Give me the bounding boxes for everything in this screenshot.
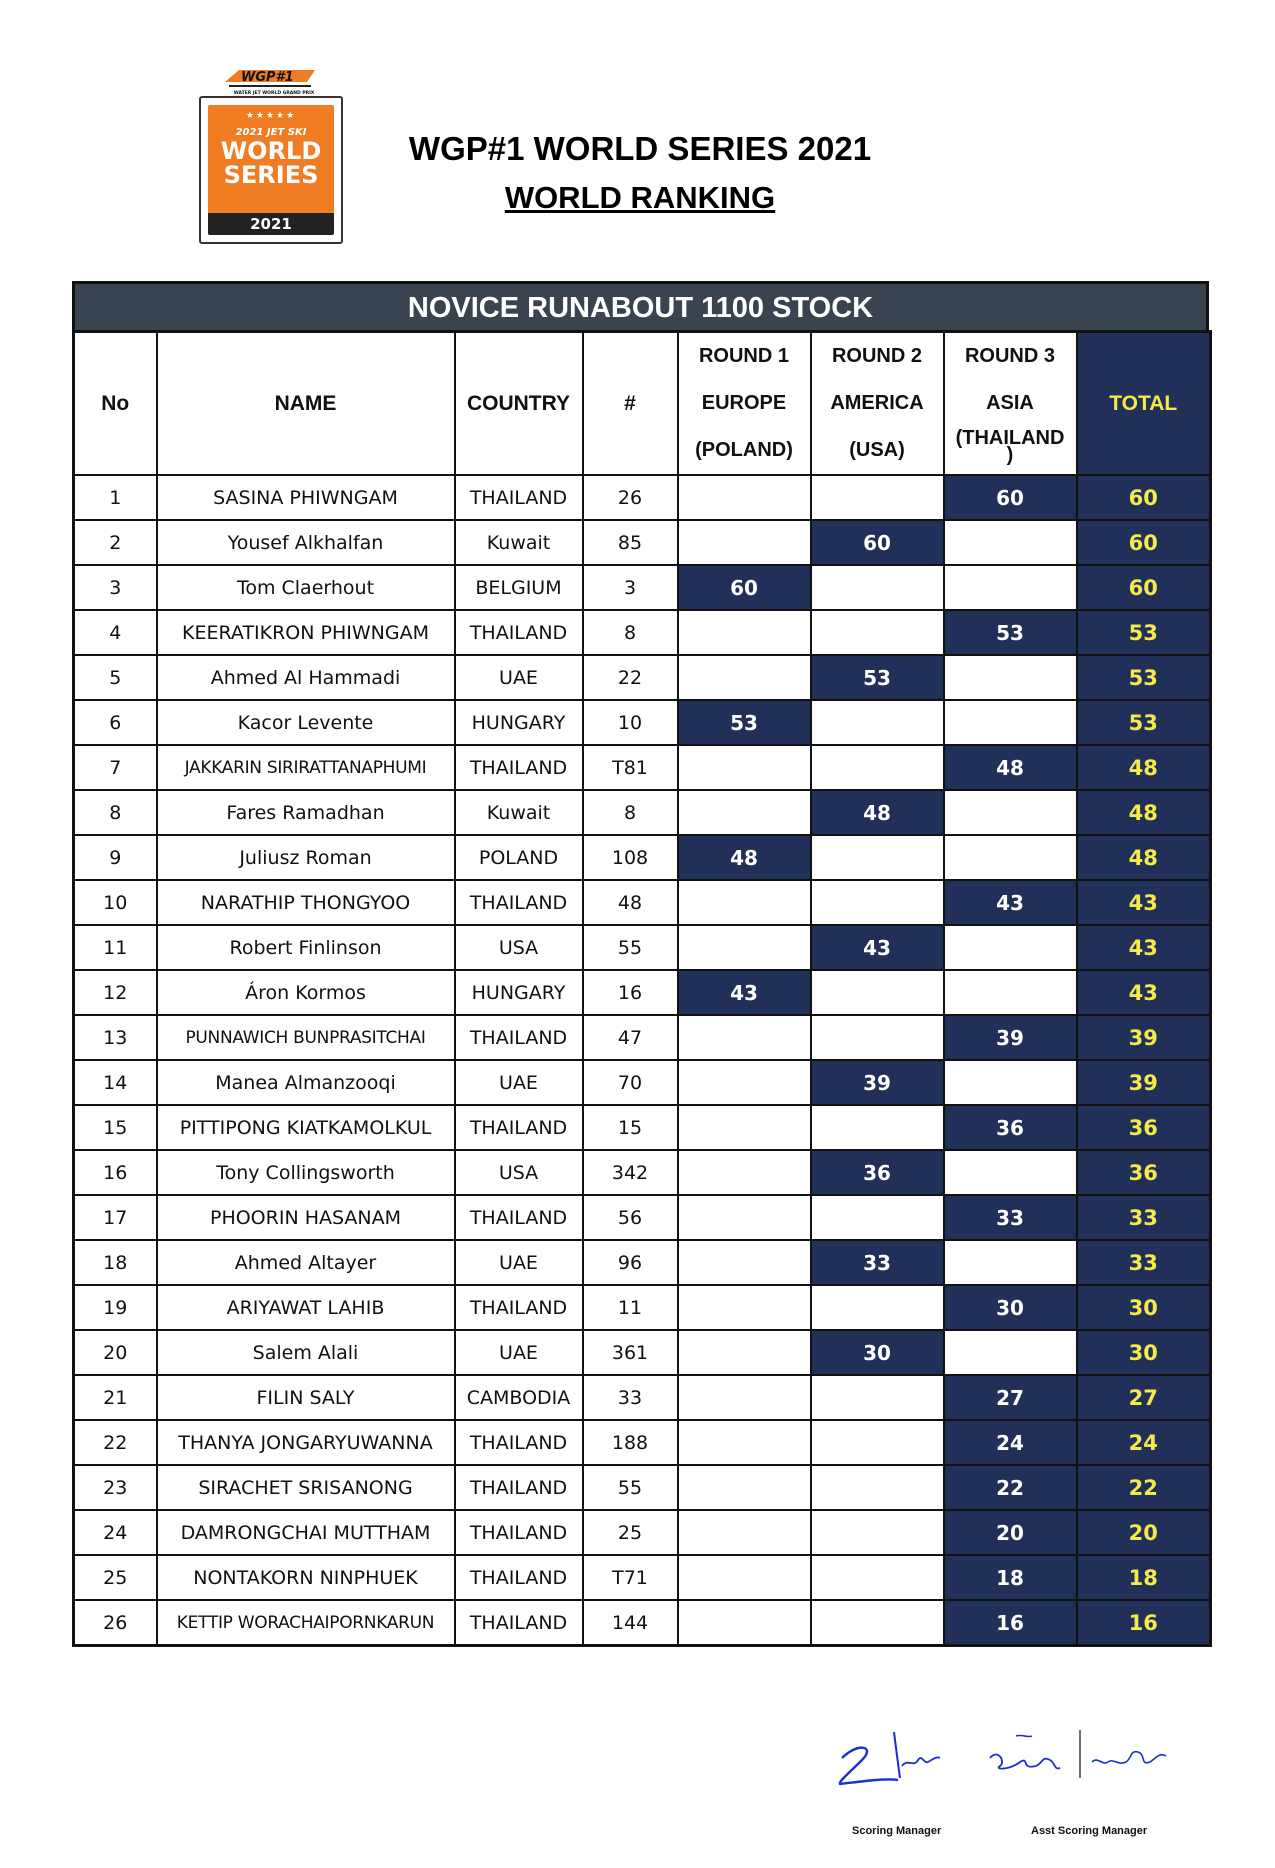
cell-total: 60 [1077,475,1211,520]
cell-no: 21 [74,1375,157,1420]
ranking-table [72,330,1212,1647]
table-row [74,1600,1211,1646]
round3-region: ASIA [986,392,1034,414]
cell-round1 [678,745,811,790]
cell-country: THAILAND [455,1420,583,1465]
cell-total: 27 [1077,1375,1211,1420]
cell-name: SIRACHET SRISANONG [157,1465,455,1510]
cell-round1 [678,1420,811,1465]
scoring-manager-label: Scoring Manager [852,1825,942,1837]
cell-no: 10 [74,880,157,925]
cell-round2 [811,970,944,1015]
cell-round2: 60 [811,520,944,565]
cell-round1 [678,1195,811,1240]
cell-round2: 48 [811,790,944,835]
cell-no: 18 [74,1240,157,1285]
cell-round3 [944,1330,1077,1375]
cell-total: 48 [1077,745,1211,790]
cell-no: 2 [74,520,157,565]
table-row [74,1465,1211,1510]
cell-country: THAILAND [455,610,583,655]
table-row [74,1330,1211,1375]
cell-no: 24 [74,1510,157,1555]
cell-round2 [811,745,944,790]
cell-round2 [811,1375,944,1420]
cell-total: 48 [1077,835,1211,880]
cell-country: THAILAND [455,1015,583,1060]
cell-total: 43 [1077,970,1211,1015]
round1-venue: (POLAND) [695,439,793,461]
ranking-table-wrap [72,281,1209,1647]
cell-round3 [944,1150,1077,1195]
cell-country: THAILAND [455,475,583,520]
asst-scoring-manager-signature [980,1722,1180,1792]
cell-no: 13 [74,1015,157,1060]
cell-round3: 43 [944,880,1077,925]
cell-round3: 48 [944,745,1077,790]
cell-name: FILIN SALY [157,1375,455,1420]
class-banner: NOVICE RUNABOUT 1100 STOCK [72,281,1209,330]
page-title: WGP#1 WORLD SERIES 2021 [408,130,872,167]
cell-name: KEERATIKRON PHIWNGAM [157,610,455,655]
cell-number: 3 [583,565,678,610]
cell-number: 33 [583,1375,678,1420]
cell-round2 [811,1285,944,1330]
asst-scoring-manager-label: Asst Scoring Manager [1031,1825,1148,1837]
cell-round3: 27 [944,1375,1077,1420]
cell-number: T71 [583,1555,678,1600]
cell-number: 55 [583,1465,678,1510]
cell-country: THAILAND [455,1195,583,1240]
cell-round1 [678,1240,811,1285]
col-header-country: COUNTRY [455,332,583,476]
cell-country: THAILAND [455,1465,583,1510]
cell-number: 15 [583,1105,678,1150]
cell-round2: 30 [811,1330,944,1375]
cell-round3: 39 [944,1015,1077,1060]
cell-name: NONTAKORN NINPHUEK [157,1555,455,1600]
cell-round3 [944,1060,1077,1105]
cell-name: Juliusz Roman [157,835,455,880]
cell-round2 [811,610,944,655]
cell-round2 [811,1420,944,1465]
cell-round2: 33 [811,1240,944,1285]
cell-name: PUNNAWICH BUNPRASITCHAI [157,1015,455,1060]
cell-country: THAILAND [455,1555,583,1600]
cell-round2: 36 [811,1150,944,1195]
cell-no: 16 [74,1150,157,1195]
cell-country: Kuwait [455,790,583,835]
cell-no: 12 [74,970,157,1015]
cell-total: 16 [1077,1600,1211,1646]
cell-name: Ahmed Al Hammadi [157,655,455,700]
cell-country: UAE [455,1330,583,1375]
round3-venue-wrap: ) [1006,444,1014,466]
page-subtitle-text: WORLD RANKING [504,180,776,215]
cell-country: POLAND [455,835,583,880]
cell-round3 [944,835,1077,880]
logo-world-text: WORLD [220,137,322,165]
cell-total: 53 [1077,610,1211,655]
round3-label: ROUND 3 [964,345,1055,367]
cell-number: 16 [583,970,678,1015]
cell-round3 [944,790,1077,835]
col-header-round3 [944,332,1077,476]
cell-total: 39 [1077,1060,1211,1105]
cell-round2 [811,1015,944,1060]
table-row [74,475,1211,520]
cell-round2 [811,1465,944,1510]
cell-round2 [811,475,944,520]
cell-round1 [678,520,811,565]
cell-round3: 60 [944,475,1077,520]
cell-total: 43 [1077,880,1211,925]
cell-round1 [678,1465,811,1510]
table-row [74,565,1211,610]
table-row [74,1195,1211,1240]
cell-name: Kacor Levente [157,700,455,745]
cell-number: 25 [583,1510,678,1555]
cell-round3: 16 [944,1600,1077,1646]
cell-round3: 24 [944,1420,1077,1465]
cell-country: BELGIUM [455,565,583,610]
table-row [74,925,1211,970]
cell-round3: 18 [944,1555,1077,1600]
cell-round2 [811,1555,944,1600]
cell-no: 8 [74,790,157,835]
cell-no: 5 [74,655,157,700]
table-row [74,1105,1211,1150]
logo-small-text: 2021 JET SKI [235,127,307,138]
round3-venue: (THAILAND [955,427,1065,449]
cell-number: 70 [583,1060,678,1105]
table-row [74,835,1211,880]
cell-total: 53 [1077,700,1211,745]
cell-name: Áron Kormos [157,970,455,1015]
cell-round3 [944,520,1077,565]
cell-name: Yousef Alkhalfan [157,520,455,565]
cell-name: Tom Claerhout [157,565,455,610]
cell-number: 144 [583,1600,678,1646]
table-row [74,655,1211,700]
round1-region: EUROPE [701,392,787,414]
cell-country: UAE [455,655,583,700]
cell-total: 43 [1077,925,1211,970]
cell-round2: 39 [811,1060,944,1105]
table-row [74,745,1211,790]
cell-no: 4 [74,610,157,655]
table-row [74,1555,1211,1600]
cell-round3 [944,970,1077,1015]
cell-number: 22 [583,655,678,700]
table-header-row [74,332,1211,476]
cell-number: 26 [583,475,678,520]
cell-round3 [944,655,1077,700]
col-header-round1 [678,332,811,476]
cell-round3: 30 [944,1285,1077,1330]
cell-number: T81 [583,745,678,790]
cell-round1: 60 [678,565,811,610]
cell-total: 39 [1077,1015,1211,1060]
cell-total: 30 [1077,1285,1211,1330]
table-row [74,610,1211,655]
col-header-round2 [811,332,944,476]
cell-no: 17 [74,1195,157,1240]
round2-label: ROUND 2 [831,345,922,367]
cell-name: PITTIPONG KIATKAMOLKUL [157,1105,455,1150]
cell-country: USA [455,1150,583,1195]
cell-round2 [811,1105,944,1150]
cell-total: 18 [1077,1555,1211,1600]
cell-round1: 53 [678,700,811,745]
cell-round2 [811,1600,944,1646]
cell-number: 48 [583,880,678,925]
cell-round1 [678,610,811,655]
cell-country: CAMBODIA [455,1375,583,1420]
cell-number: 342 [583,1150,678,1195]
cell-name: PHOORIN HASANAM [157,1195,455,1240]
cell-no: 19 [74,1285,157,1330]
table-row [74,880,1211,925]
cell-number: 8 [583,610,678,655]
cell-round2 [811,1510,944,1555]
cell-name: DAMRONGCHAI MUTTHAM [157,1510,455,1555]
cell-total: 60 [1077,565,1211,610]
cell-no: 23 [74,1465,157,1510]
cell-round2: 43 [811,925,944,970]
cell-name: JAKKARIN SIRIRATTANAPHUMI [157,745,455,790]
cell-total: 33 [1077,1195,1211,1240]
cell-number: 85 [583,520,678,565]
cell-number: 96 [583,1240,678,1285]
cell-no: 26 [74,1600,157,1646]
cell-country: THAILAND [455,1600,583,1646]
round1-label: ROUND 1 [698,345,789,367]
cell-no: 11 [74,925,157,970]
cell-round3: 22 [944,1465,1077,1510]
cell-country: Kuwait [455,520,583,565]
cell-country: THAILAND [455,1285,583,1330]
cell-name: Manea Almanzooqi [157,1060,455,1105]
cell-country: THAILAND [455,745,583,790]
cell-total: 53 [1077,655,1211,700]
cell-round1: 48 [678,835,811,880]
table-row [74,1015,1211,1060]
table-row [74,700,1211,745]
col-header-no: No [74,332,157,476]
cell-no: 15 [74,1105,157,1150]
cell-round3 [944,700,1077,745]
table-row [74,1375,1211,1420]
cell-no: 3 [74,565,157,610]
cell-number: 8 [583,790,678,835]
event-logo [199,60,347,246]
table-row [74,1510,1211,1555]
scoring-manager-signature [828,1720,958,1800]
logo-tagline: WATER JET WORLD GRAND PRIX [233,91,315,96]
cell-round1 [678,790,811,835]
cell-no: 1 [74,475,157,520]
cell-country: THAILAND [455,880,583,925]
cell-number: 10 [583,700,678,745]
cell-number: 11 [583,1285,678,1330]
cell-total: 30 [1077,1330,1211,1375]
cell-name: Ahmed Altayer [157,1240,455,1285]
cell-round1 [678,1015,811,1060]
page-subtitle [380,180,900,216]
cell-round1: 43 [678,970,811,1015]
cell-total: 48 [1077,790,1211,835]
cell-round1 [678,880,811,925]
cell-no: 9 [74,835,157,880]
table-row [74,970,1211,1015]
col-header-number: # [583,332,678,476]
cell-no: 14 [74,1060,157,1105]
table-row [74,1420,1211,1465]
cell-name: ARIYAWAT LAHIB [157,1285,455,1330]
cell-round3 [944,565,1077,610]
cell-round3: 53 [944,610,1077,655]
wgp-brand-mark [219,60,329,96]
cell-round1 [678,1330,811,1375]
table-row [74,1240,1211,1285]
cell-round1 [678,475,811,520]
col-header-name: NAME [157,332,455,476]
cell-round3 [944,1240,1077,1285]
cell-name: NARATHIP THONGYOO [157,880,455,925]
logo-stars: ★★★★★ [245,111,297,121]
cell-total: 60 [1077,520,1211,565]
cell-country: HUNGARY [455,700,583,745]
cell-round1 [678,1060,811,1105]
ranking-rows [74,475,1211,1646]
cell-number: 55 [583,925,678,970]
cell-country: THAILAND [455,1105,583,1150]
cell-number: 56 [583,1195,678,1240]
cell-round2 [811,565,944,610]
cell-round3: 20 [944,1510,1077,1555]
cell-round2 [811,700,944,745]
cell-number: 108 [583,835,678,880]
table-row [74,1060,1211,1105]
col-header-total: TOTAL [1077,332,1211,476]
table-row [74,1150,1211,1195]
cell-name: Tony Collingsworth [157,1150,455,1195]
cell-round1 [678,1510,811,1555]
table-row [74,1285,1211,1330]
cell-total: 33 [1077,1240,1211,1285]
cell-round1 [678,925,811,970]
cell-name: THANYA JONGARYUWANNA [157,1420,455,1465]
cell-country: USA [455,925,583,970]
cell-no: 6 [74,700,157,745]
cell-round1 [678,1150,811,1195]
cell-round1 [678,1375,811,1420]
cell-number: 188 [583,1420,678,1465]
cell-name: Fares Ramadhan [157,790,455,835]
cell-round2: 53 [811,655,944,700]
cell-round1 [678,1600,811,1646]
cell-total: 24 [1077,1420,1211,1465]
cell-country: THAILAND [455,1510,583,1555]
round2-venue: (USA) [849,439,905,461]
cell-name: SASINA PHIWNGAM [157,475,455,520]
cell-round1 [678,1555,811,1600]
cell-no: 22 [74,1420,157,1465]
cell-total: 36 [1077,1105,1211,1150]
logo-badge [199,96,343,244]
cell-round1 [678,655,811,700]
cell-round1 [678,1285,811,1330]
cell-round2 [811,880,944,925]
logo-brand: WGP#1 [241,70,294,85]
cell-number: 47 [583,1015,678,1060]
cell-round2 [811,1195,944,1240]
cell-name: KETTIP WORACHAIPORNKARUN [157,1600,455,1646]
cell-total: 36 [1077,1150,1211,1195]
cell-no: 25 [74,1555,157,1600]
cell-number: 361 [583,1330,678,1375]
cell-round3: 36 [944,1105,1077,1150]
cell-country: UAE [455,1060,583,1105]
cell-country: HUNGARY [455,970,583,1015]
table-row [74,790,1211,835]
cell-round1 [678,1105,811,1150]
cell-no: 7 [74,745,157,790]
cell-round3 [944,925,1077,970]
cell-name: Salem Alali [157,1330,455,1375]
cell-no: 20 [74,1330,157,1375]
logo-year: 2021 [208,213,334,235]
cell-round2 [811,835,944,880]
round2-region: AMERICA [830,392,924,414]
cell-total: 20 [1077,1510,1211,1555]
cell-country: UAE [455,1240,583,1285]
cell-total: 22 [1077,1465,1211,1510]
cell-name: Robert Finlinson [157,925,455,970]
table-row [74,520,1211,565]
logo-series-text: SERIES [223,161,319,189]
cell-round3: 33 [944,1195,1077,1240]
